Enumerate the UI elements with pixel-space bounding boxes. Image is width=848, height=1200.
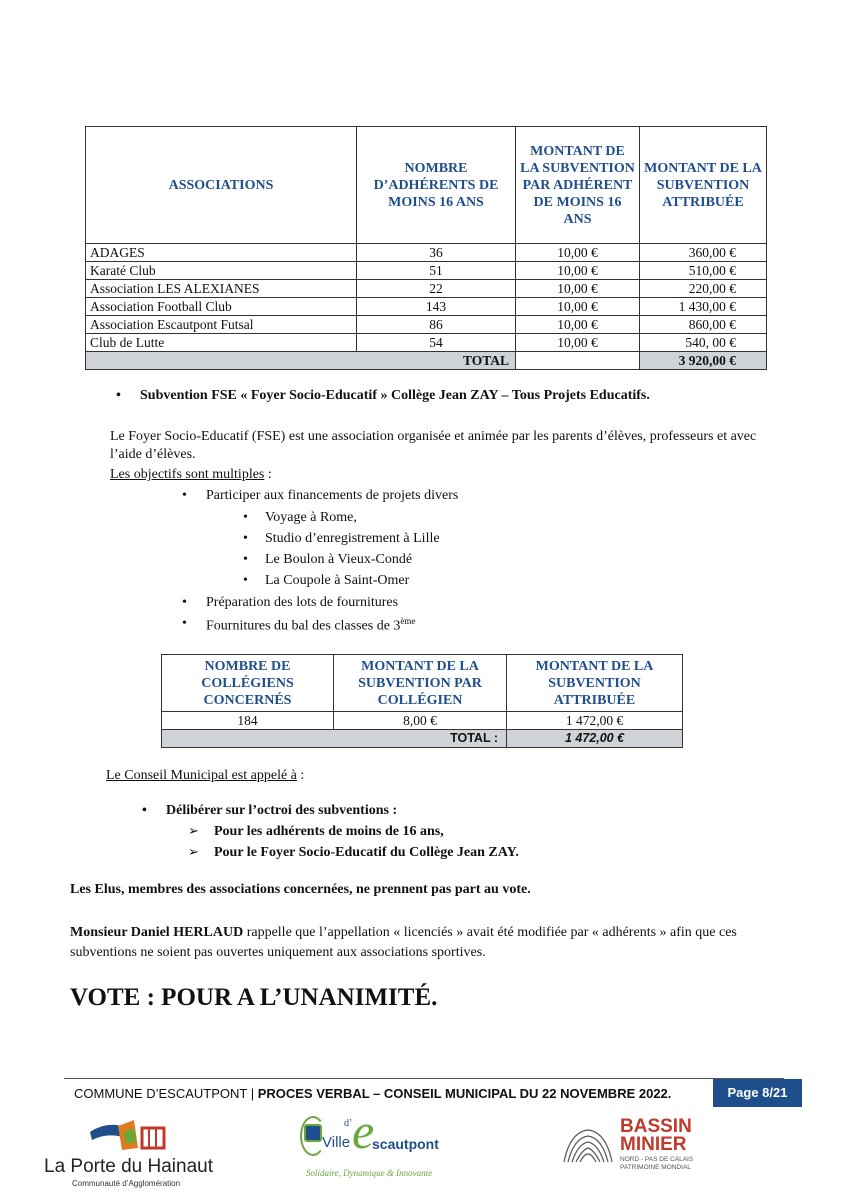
table-row <box>86 262 767 280</box>
cell-total: 1 472,00 € <box>507 712 683 730</box>
total-value: 1 472,00 € <box>507 730 683 748</box>
sub-list-item-text: La Coupole à Saint-Omer <box>265 573 410 588</box>
cell-count: 22 <box>357 280 516 298</box>
ville-e: e <box>352 1103 375 1159</box>
porte-du-hainaut-logo <box>44 1118 214 1194</box>
sub-list-item <box>243 510 357 526</box>
footer-divider <box>64 1078 784 1079</box>
col-header-students: NOMBRE DE COLLÉGIENS CONCERNÉS <box>162 655 334 712</box>
herlaud-name: Monsieur Daniel HERLAUD <box>70 925 244 940</box>
col-header-total-amount: MONTANT DE LA SUBVENTION ATTRIBUÉE <box>640 127 767 244</box>
bullet-icon: • <box>116 388 121 403</box>
bassin-text <box>620 1118 692 1154</box>
bassin-minier-icon <box>560 1122 616 1170</box>
elus-note: Les Elus, membres des associations concernées, ne prennent pas part au vote. <box>70 882 531 897</box>
superscript: ème <box>400 616 416 626</box>
cell-count: 184 <box>162 712 334 730</box>
footer-commune: COMMUNE D’ESCAUTPONT | <box>74 1086 258 1101</box>
fse-paragraph: Le Foyer Socio-Educatif (FSE) est une association organisée et animée par les parents d’élèves, professeurs et avec l’aide d’élèves. <box>110 429 757 462</box>
cell-association: Association LES ALEXIANES <box>86 280 357 298</box>
cell-count: 36 <box>357 244 516 262</box>
arrow-icon: ➢ <box>188 845 199 860</box>
bullet-icon: • <box>142 803 147 818</box>
porte-subtitle: Communauté d’Agglomération <box>72 1179 181 1188</box>
total-blank-cell <box>516 352 640 370</box>
cell-unit: 10,00 € <box>516 262 640 280</box>
table-header-row <box>86 127 767 244</box>
col-header-per-student: MONTANT DE LA SUBVENTION PAR COLLÉGIEN <box>334 655 507 712</box>
total-label: TOTAL : <box>162 730 507 748</box>
cell-association: Association Football Club <box>86 298 357 316</box>
bullet-icon: • <box>243 510 248 525</box>
minier-word: MINIER <box>620 1134 687 1155</box>
herlaud-paragraph <box>70 923 770 963</box>
table-row <box>86 244 767 262</box>
deliberate-sub-item <box>188 824 444 840</box>
ville-d: d’ <box>344 1118 353 1129</box>
list-item-text: Préparation des lots de fournitures <box>206 595 399 610</box>
cell-total: 510,00 € <box>640 262 767 280</box>
cell-association: Club de Lutte <box>86 334 357 352</box>
council-intro-text: Le Conseil Municipal est appelé à <box>106 768 297 783</box>
bullet-icon: • <box>243 552 248 567</box>
cell-unit: 8,00 € <box>334 712 507 730</box>
fse-heading <box>116 388 650 404</box>
sub-list-item <box>243 531 440 547</box>
sub-list-item <box>243 573 410 589</box>
col-header-members: NOMBRE D’ADHÉRENTS DE MOINS 16 ANS <box>357 127 516 244</box>
sub-list-item-text: Le Boulon à Vieux-Condé <box>265 552 413 567</box>
list-item <box>182 488 459 504</box>
table-row <box>86 298 767 316</box>
sub-list-item-text: Voyage à Rome, <box>265 510 357 525</box>
total-value: 3 920,00 € <box>640 352 767 370</box>
cell-total: 1 430,00 € <box>640 298 767 316</box>
fse-table <box>161 654 683 748</box>
list-item <box>182 616 416 635</box>
bullet-icon: • <box>182 595 187 610</box>
objectives-colon: : <box>264 467 272 482</box>
deliberate-item <box>142 803 398 819</box>
deliberate-sub-text: Pour le Foyer Socio-Educatif du Collège Jean ZAY. <box>214 845 519 860</box>
fse-heading-text: Subvention FSE « Foyer Socio-Educatif » Collège Jean ZAY – Tous Projets Educatifs. <box>140 388 650 403</box>
cell-unit: 10,00 € <box>516 298 640 316</box>
ville-escautpont-logo <box>294 1103 444 1192</box>
bullet-icon: • <box>243 531 248 546</box>
cell-count: 143 <box>357 298 516 316</box>
objectives-title-text: Les objectifs sont multiples <box>110 467 265 482</box>
deliberate-text: Délibérer sur l’octroi des subventions : <box>166 803 398 818</box>
col-header-unit-amount: MONTANT DE LA SUBVENTION PAR ADHÉRENT DE MOINS 16 ANS <box>516 127 640 244</box>
cell-total: 220,00 € <box>640 280 767 298</box>
footer-text <box>74 1086 671 1101</box>
table-total-row <box>86 352 767 370</box>
sub-list-item-text: Studio d’enregistrement à Lille <box>265 531 440 546</box>
bullet-icon: • <box>182 616 187 631</box>
bassin-region: NORD - PAS DE CALAIS <box>620 1156 694 1163</box>
council-colon: : <box>296 768 305 783</box>
deliberate-sub-item <box>188 845 519 861</box>
table-row <box>162 712 683 730</box>
cell-unit: 10,00 € <box>516 280 640 298</box>
list-item-text: Fournitures du bal des classes de 3 <box>206 618 401 634</box>
table-row <box>86 334 767 352</box>
bassin-word: BASSIN <box>620 1116 692 1137</box>
col-header-associations: ASSOCIATIONS <box>86 127 357 244</box>
cell-count: 51 <box>357 262 516 280</box>
table-total-row <box>162 730 683 748</box>
ville-name: scautpont <box>372 1136 439 1152</box>
cell-association: ADAGES <box>86 244 357 262</box>
bullet-icon: • <box>243 573 248 588</box>
bassin-minier-logo <box>560 1118 700 1180</box>
cell-association: Karaté Club <box>86 262 357 280</box>
ville-word: Ville <box>322 1134 351 1151</box>
cell-unit: 10,00 € <box>516 316 640 334</box>
objectives-title <box>110 467 272 483</box>
list-item <box>182 595 399 611</box>
herlaud-text: rappelle que l’appellation « licenciés » avait été modifiée par « adhérents » afin que ces subventions ne soient pas ouvertes uniquement aux associations sportives. <box>70 925 737 960</box>
subsidies-table <box>85 126 767 370</box>
deliberate-sub-text: Pour les adhérents de moins de 16 ans, <box>214 824 444 839</box>
council-intro <box>106 768 304 784</box>
cell-association: Association Escautpont Futsal <box>86 316 357 334</box>
cell-total: 540, 00 € <box>640 334 767 352</box>
cell-count: 86 <box>357 316 516 334</box>
cell-total: 360,00 € <box>640 244 767 262</box>
ville-tagline: Solidaire, Dynamique & Innovante <box>306 1168 433 1178</box>
table-row <box>86 316 767 334</box>
bullet-icon: • <box>182 488 187 503</box>
table-header-row <box>162 655 683 712</box>
bassin-heritage: PATRIMOINE MONDIAL <box>620 1164 691 1171</box>
footer-title: PROCES VERBAL – CONSEIL MUNICIPAL DU 22 NOVEMBRE 2022. <box>257 1086 672 1101</box>
cell-total: 860,00 € <box>640 316 767 334</box>
cell-unit: 10,00 € <box>516 244 640 262</box>
cell-count: 54 <box>357 334 516 352</box>
page-number-badge: Page 8/21 <box>713 1079 802 1107</box>
cell-unit: 10,00 € <box>516 334 640 352</box>
table-row <box>86 280 767 298</box>
arrow-icon: ➢ <box>188 824 199 839</box>
porte-logo-icon <box>88 1118 168 1154</box>
col-header-attributed: MONTANT DE LA SUBVENTION ATTRIBUÉE <box>507 655 683 712</box>
sub-list-item <box>243 552 413 568</box>
porte-title: La Porte du Hainaut <box>44 1156 214 1177</box>
total-label: TOTAL <box>86 352 516 370</box>
list-item-text: Participer aux financements de projets divers <box>206 488 459 503</box>
vote-result: VOTE : POUR A L’UNANIMITÉ. <box>70 984 438 1011</box>
